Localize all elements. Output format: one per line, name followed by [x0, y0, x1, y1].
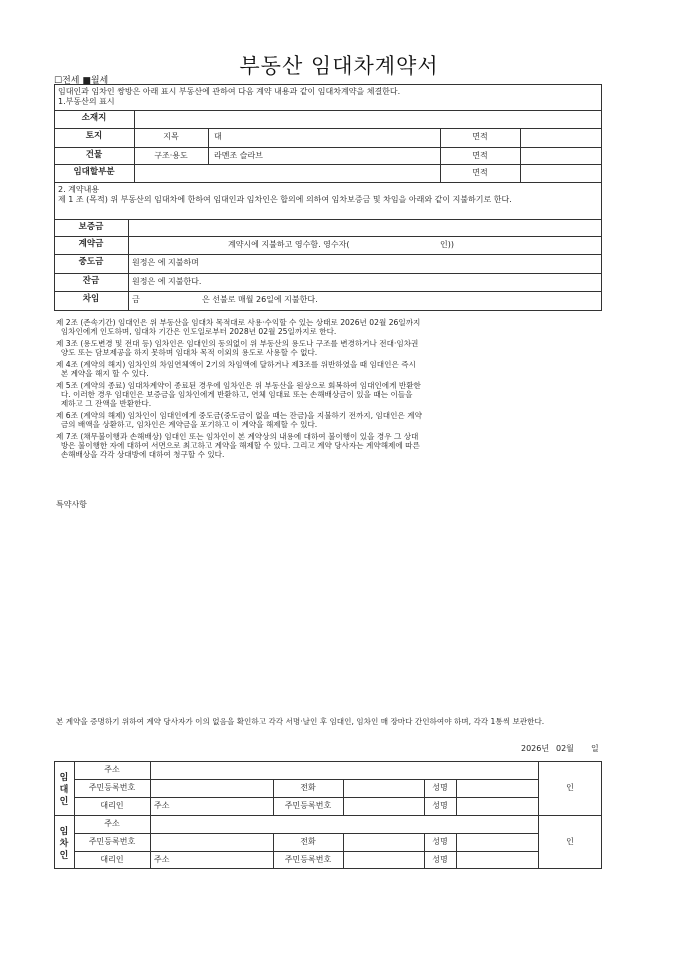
article1-text: 제 1 조 (목적) 위 부동산의 임대차에 한하여 임대인과 임차인은 합의에 의하여 임차보증금 및 차임을 아래와 같이 지불하기로 한다. [58, 195, 512, 204]
lessor-id-label: 주민등록번호 [88, 783, 136, 792]
land-category-value: 대 [214, 132, 222, 141]
structure-value: 라멘조 슬라브 [214, 151, 263, 160]
lessee-id-label: 주민등록번호 [88, 837, 136, 846]
lessor-phone-label: 전화 [300, 783, 316, 792]
rent-label: 차임 [82, 294, 100, 304]
date-day: 일 [591, 744, 599, 753]
location-label: 소재지 [81, 113, 107, 123]
lessor-agent-addr-label: 주소 [154, 801, 170, 810]
land-area-label: 면적 [472, 132, 488, 141]
lease-part-area-label: 면적 [472, 168, 488, 177]
contract-payment-close: 인)) [440, 240, 454, 249]
building-area-label: 면적 [472, 151, 488, 160]
land-category-label: 지목 [163, 132, 179, 141]
lessor-name-label: 성명 [432, 783, 448, 792]
section2-heading: 2. 계약내용 [58, 185, 100, 194]
lessor-address-label: 주소 [104, 765, 120, 774]
clause-7: 제 7조 (채무불이행과 손해배상) 임대인 또는 임차인이 본 계약상의 내용에 대하여 불이행이 있을 경우 그 상대 방은 불이행한 자에 대하여 서면으로 최고하고 계약을 해제할 수 있다. 그리고 계약 당사자는 계약해제에 따른 손해배상을 각각 상대방에 대하여 청구할 수 있다. [56, 432, 420, 459]
lessor-agent-label: 대리인 [100, 801, 124, 810]
building-label: 건물 [85, 150, 103, 160]
lessee-agent-name-label: 성명 [432, 855, 448, 864]
rent-prefix: 금 [132, 295, 140, 304]
clause-3: 제 3조 (용도변경 및 전대 등) 임차인은 임대인의 동의없이 위 부동산의 용도나 구조를 변경하거나 전대·임차권 양도 또는 담보제공을 하지 못하며 임대차 목적 이외의 용도로 사용할 수 없다. [56, 339, 419, 357]
contract-payment-label: 계약금 [78, 239, 104, 249]
date-year: 2026년 [521, 744, 550, 753]
lessee-phone-label: 전화 [300, 837, 316, 846]
middle-payment-label: 중도금 [78, 257, 104, 267]
intro-text: 임대인과 임차인 쌍방은 아래 표시 부동산에 관하여 다음 계약 내용과 같이 임대차계약을 체결한다. [58, 87, 401, 96]
special-terms-heading: 특약사항 [56, 500, 87, 509]
lessor-seal-label: 인 [566, 783, 574, 792]
structure-label: 구조·용도 [154, 151, 188, 160]
lease-part-label: 임대할부분 [73, 167, 115, 177]
date-month: 02월 [556, 744, 574, 753]
wolse-checkbox[interactable]: ■월세 [82, 76, 109, 86]
clause-5: 제 5조 (계약의 종료) 임대차계약이 종료된 경우에 임차인은 위 부동산을 원상으로 회복하여 임대인에게 반환한 다. 이러한 경우 임대인은 보증금을 임차인에게 반환하고, 연체 임대료 또는 손해배상금이 있을 때는 이들을 제하고 그 잔액을 반환한다. [56, 381, 421, 408]
lessee-agent-label: 대리인 [100, 855, 124, 864]
lessee-seal-label: 인 [566, 837, 574, 846]
lessor-side-label: 임 대 인 [59, 773, 69, 807]
lessor-agent-name-label: 성명 [432, 801, 448, 810]
lessee-address-label: 주소 [104, 819, 120, 828]
land-label: 토지 [85, 131, 103, 141]
clause-4: 제 4조 (계약의 해지) 임차인의 차임연체액이 2기의 차임액에 달하거나 제3조를 위반하였을 때 임대인은 즉시 본 계약을 해지 할 수 있다. [56, 360, 416, 378]
rent-text: 은 선불로 매월 26일에 지불한다. [202, 295, 318, 304]
deposit-label: 보증금 [78, 222, 104, 232]
page-title: 부동산 임대차계약서 [239, 54, 439, 78]
lessee-agent-addr-label: 주소 [154, 855, 170, 864]
closing-text: 본 계약을 증명하기 위하여 계약 당사자가 이의 없음을 확인하고 각각 서명·날인 후 임대인, 임차인 매 장마다 간인하여야 하며, 각각 1통씩 보관한다. [56, 717, 545, 726]
lessee-agent-id-label: 주민등록번호 [284, 855, 332, 864]
section1-heading: 1.부동산의 표시 [58, 97, 115, 106]
jeonse-checkbox[interactable]: ☐전세 [54, 76, 80, 86]
contract-payment-text: 계약시에 지불하고 영수함. 영수자( [228, 240, 350, 249]
balance-label: 잔금 [82, 276, 100, 286]
lessee-name-label: 성명 [432, 837, 448, 846]
clause-2: 제 2조 (존속기간) 임대인은 위 부동산을 임대차 목적대로 사용·수익할 수 있는 상태로 2026년 02월 26일까지 임차인에게 인도하며, 임대차 기간은 인도일로부터 2028년 02월 25일까지로 한다. [56, 318, 421, 336]
clause-6: 제 6조 (계약의 해제) 임차인이 임대인에게 중도금(중도금이 없을 때는 잔금)을 지불하기 전까지, 임대인은 계약 금의 배액을 상환하고, 임차인은 계약금을 포기하고 이 계약을 해제할 수 있다. [56, 411, 422, 429]
balance-text: 원정은 에 지불한다. [132, 277, 202, 286]
lessee-side-label: 임 차 인 [59, 827, 69, 861]
lessor-agent-id-label: 주민등록번호 [284, 801, 332, 810]
middle-payment-text: 원정은 에 지불하며 [132, 258, 199, 267]
